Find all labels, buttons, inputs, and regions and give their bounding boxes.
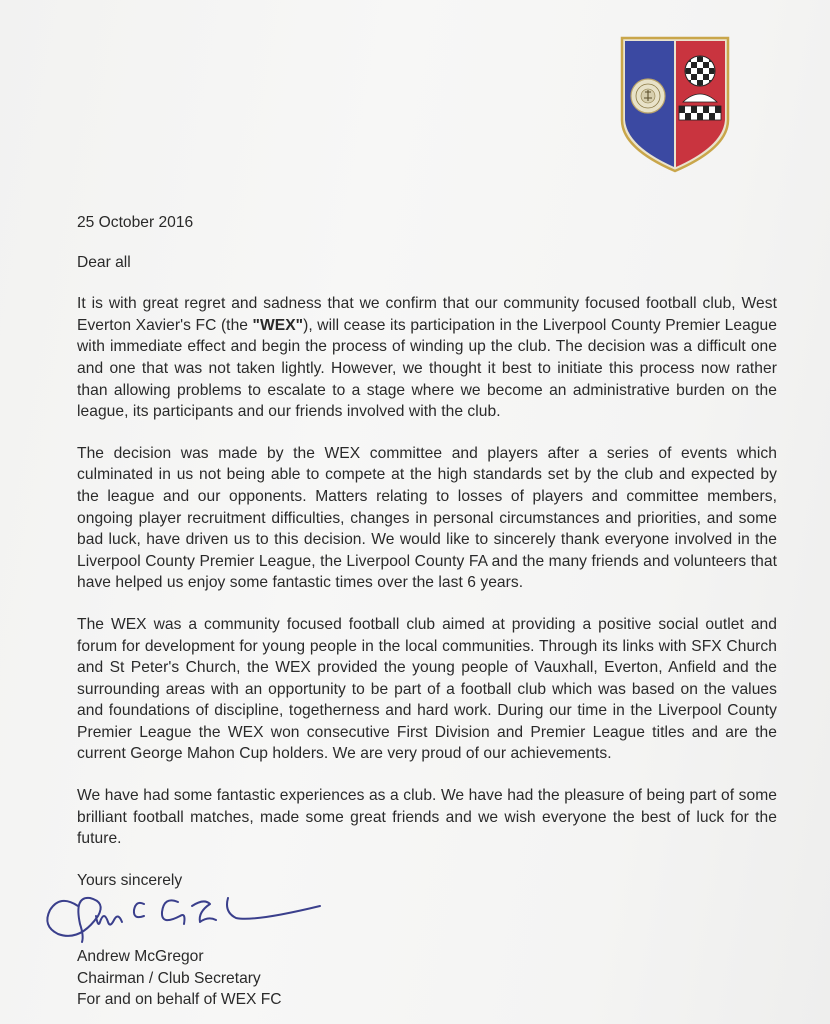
paragraph-3: The WEX was a community focused football club aimed at providing a positive social outlet and forum for development for young people in the local communities. Through its links with SFX Church and St Peter's Church, the WEX provided the young people of Vauxhall, Everton, Anfield and the surrounding areas with an opportunity to be part of a football club which was based on the values and foundations of discipline, togetherness and hard work. During our time in the Liverpool County Premier League the WEX won consecutive First Division and Premier League titles and are the current George Mahon Cup holders. We are very proud of our achievements.	[77, 615, 777, 763]
paragraph-1-text-b: ), will cease its participation in the Liverpool County Premier League with immediate effect and begin the process of winding up the club. The decision was a difficult one and one that was not taken lightly. However, we thought it best to initiate this process now rather than allowing problems to escalate to a stage where we become an administrative burden on the league, its participants and our friends involved with the club.	[77, 316, 777, 421]
paragraph-1-bold-wex: "WEX"	[252, 316, 304, 334]
signer-behalf: For and on behalf of WEX FC	[77, 991, 282, 1009]
paragraph-2: The decision was made by the WEX committee and players after a series of events which culminated in us not being able to compete at the high standards set by the club and expected by the league and our opponents. Matters relating to losses of players and committee members, ongoing player recruitment difficulties, changes in personal circumstances and priorities, and some bad luck, have driven us to this decision. We would like to sincerely thank everyone involved in the Liverpool County Premier League, the Liverpool County FA and the many friends and volunteers that have helped us enjoy some fantastic times over the last 6 years.	[77, 444, 777, 592]
handwritten-signature-icon	[40, 876, 330, 956]
signer-block	[77, 946, 282, 1011]
paragraph-1-text-a: It is with great regret and sadness that we confirm that our community focused football club, West Everton Xavier's FC (the	[77, 295, 777, 334]
paragraph-1	[77, 293, 777, 423]
letter-body	[77, 212, 777, 891]
letter-date: 25 October 2016	[77, 214, 194, 231]
signer-name: Andrew McGregor	[77, 948, 204, 965]
letter-greeting: Dear all	[77, 253, 131, 271]
signer-title: Chairman / Club Secretary	[77, 969, 261, 987]
paragraph-4: We have had some fantastic experiences as a club. We have had the pleasure of being part of some brilliant football matches, made some great friends and we wish everyone the best of luck for the future.	[77, 787, 777, 848]
club-crest-icon	[619, 36, 731, 174]
letter-closing: Yours sincerely	[77, 871, 183, 889]
